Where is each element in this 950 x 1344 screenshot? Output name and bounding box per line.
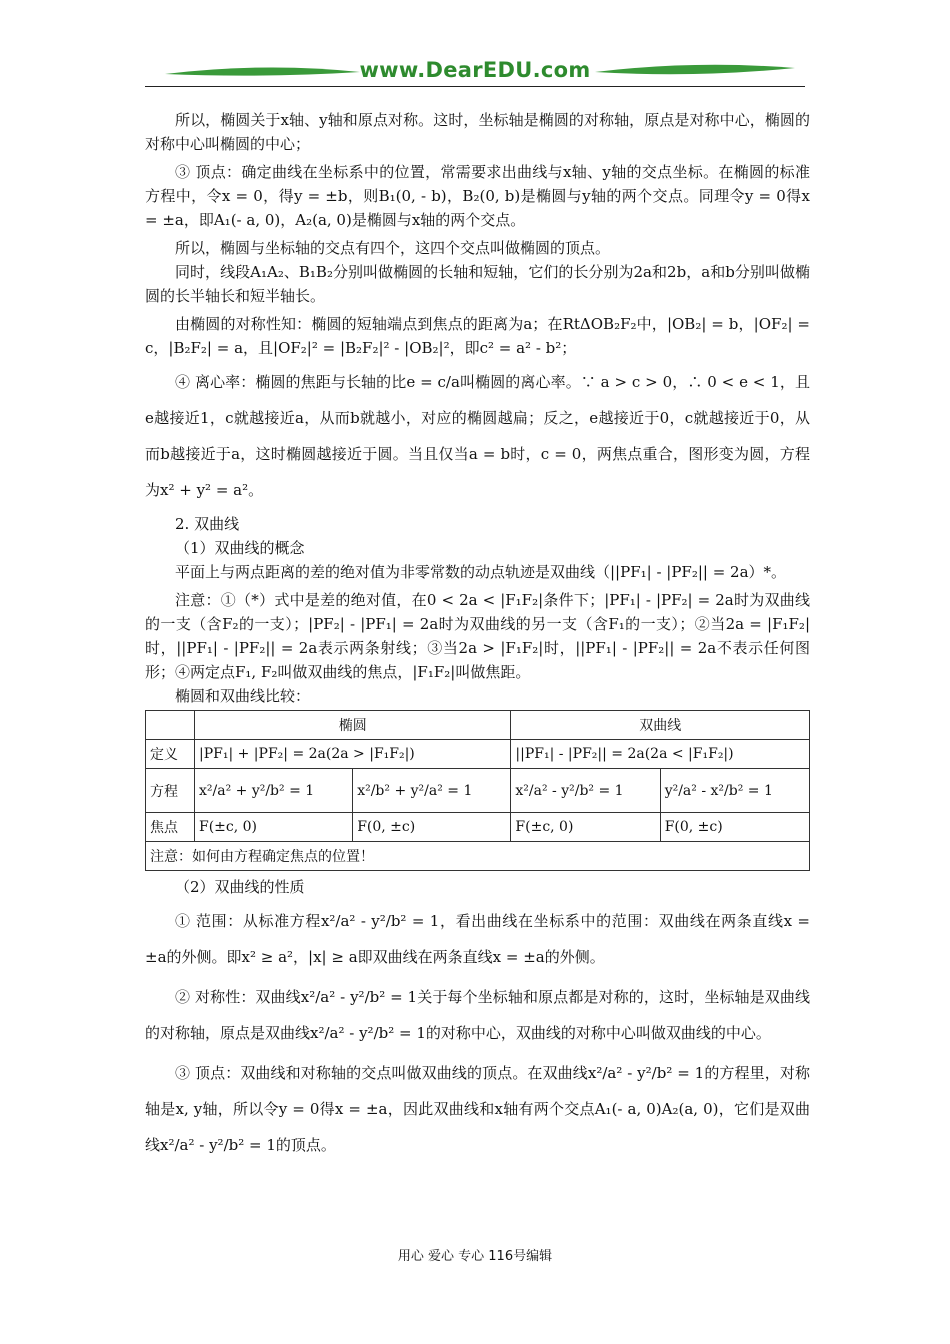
table-cell: F(0, ±c) — [353, 813, 511, 842]
paragraph: ③ 顶点：确定曲线在坐标系中的位置，常需要求出曲线与x轴、y轴的交点坐标。在椭圆的标准方程中，令x = 0，得y = ±b，则B₁(0, - b)，B₂(0, b)是椭圆与y轴的两个交点。同理令y = 0得x = ±a，即A₁(- a, 0)，A₂(a, 0)是椭圆与x轴的两个交点。 — [145, 163, 810, 229]
table-cell: x²/a² + y²/b² = 1 — [195, 769, 353, 813]
section-heading: 2. 双曲线 — [175, 515, 240, 533]
table-cell: x²/a² - y²/b² = 1 — [511, 769, 660, 813]
table-row — [146, 740, 810, 769]
table-cell: ||PF₁| - |PF₂|| = 2a(2a < |F₁F₂|) — [511, 740, 810, 769]
subsection-heading: （2）双曲线的性质 — [175, 878, 305, 896]
table-cell: F(0, ±c) — [660, 813, 809, 842]
paragraph: 所以，椭圆与坐标轴的交点有四个，这四个交点叫做椭圆的顶点。 — [175, 239, 611, 257]
site-brand-text: www.DearEDU.com — [359, 58, 591, 82]
table-header-hyperbola: 双曲线 — [511, 711, 810, 740]
table-row — [146, 842, 810, 871]
paragraph: 由椭圆的对称性知：椭圆的短轴端点到焦点的距离为a；在RtΔOB₂F₂中，|OB₂| = b，|OF₂| = c，|B₂F₂| = a，且|OF₂|² = |B₂F₂|² - |OB₂|²，即c² = a² - b²； — [145, 315, 810, 357]
subsection-heading: （1）双曲线的概念 — [175, 539, 305, 557]
document-body — [145, 108, 810, 1163]
page-footer: 用心 爱心 专心 116号编辑 — [397, 1249, 553, 1264]
paragraph: ① 范围：从标准方程x²/a² - y²/b² = 1，看出曲线在坐标系中的范围：双曲线在两条直线x = ±a的外侧。即x² ≥ a²，|x| ≥ a即双曲线在两条直线x = ±a的外侧。 — [145, 912, 810, 966]
paragraph: 平面上与两点距离的差的绝对值为非零常数的动点轨迹是双曲线（||PF₁| - |PF₂|| = 2a）*。 — [175, 563, 787, 581]
table-row-label: 定义 — [146, 740, 195, 769]
table-header-ellipse: 椭圆 — [195, 711, 511, 740]
table-row-label: 焦点 — [146, 813, 195, 842]
table-cell: |PF₁| + |PF₂| = 2a(2a > |F₁F₂|) — [195, 740, 511, 769]
paragraph: ③ 顶点：双曲线和对称轴的交点叫做双曲线的顶点。在双曲线x²/a² - y²/b² = 1的方程里，对称轴是x, y轴，所以令y = 0得x = ±a，因此双曲线和x轴有两个交点A₁(- a, 0)A₂(a, 0)，它们是双曲线x²/a² - y²/b² = 1的顶点。 — [145, 1064, 810, 1154]
paragraph: 所以，椭圆关于x轴、y轴和原点对称。这时，坐标轴是椭圆的对称轴，原点是对称中心，椭圆的对称中心叫椭圆的中心； — [145, 111, 810, 153]
table-cell: y²/a² - x²/b² = 1 — [660, 769, 809, 813]
table-row-label: 方程 — [146, 769, 195, 813]
table-cell: F(±c, 0) — [195, 813, 353, 842]
paragraph: ② 对称性：双曲线x²/a² - y²/b² = 1关于每个坐标轴和原点都是对称的，这时，坐标轴是双曲线的对称轴，原点是双曲线x²/a² - y²/b² = 1的对称中心，双曲线的对称中心叫做双曲线的中心。 — [145, 988, 810, 1042]
paragraph: 同时，线段A₁A₂、B₁B₂分别叫做椭圆的长轴和短轴，它们的长分别为2a和2b，a和b分别叫做椭圆的长半轴长和短半轴长。 — [145, 263, 810, 305]
paragraph: 注意：①（*）式中是差的绝对值，在0 < 2a < |F₁F₂|条件下；|PF₁| - |PF₂| = 2a时为双曲线的一支（含F₂的一支）；|PF₂| - |PF₁| = 2a时为双曲线的另一支（含F₁的一支）；②当2a = |F₁F₂|时，||PF₁| - |PF₂|| = 2a表示两条射线；③当2a > |F₁F₂|时，||PF₁| - |PF₂|| = 2a不表示任何图形；④两定点F₁, F₂叫做双曲线的焦点，|F₁F₂|叫做焦距。 — [145, 591, 810, 681]
table-cell — [146, 711, 195, 740]
table-row — [146, 769, 810, 813]
table-row — [146, 711, 810, 740]
table-note: 注意：如何由方程确定焦点的位置！ — [146, 842, 810, 871]
site-header-banner — [145, 56, 805, 90]
paragraph: ④ 离心率：椭圆的焦距与长轴的比e = c/a叫椭圆的离心率。∵ a > c > 0，∴ 0 < e < 1，且e越接近1，c就越接近a，从而b就越小，对应的椭圆越扁；反之，e越接近于0，c就越接近于0，从而b越接近于a，这时椭圆越接近于圆。当且仅当a = b时，c = 0，两焦点重合，图形变为圆，方程为x² + y² = a²。 — [145, 373, 810, 499]
header-rule — [145, 86, 805, 87]
table-row — [146, 813, 810, 842]
table-caption: 椭圆和双曲线比较： — [175, 687, 311, 705]
table-cell: x²/b² + y²/a² = 1 — [353, 769, 511, 813]
table-cell: F(±c, 0) — [511, 813, 660, 842]
comparison-table — [145, 710, 810, 871]
